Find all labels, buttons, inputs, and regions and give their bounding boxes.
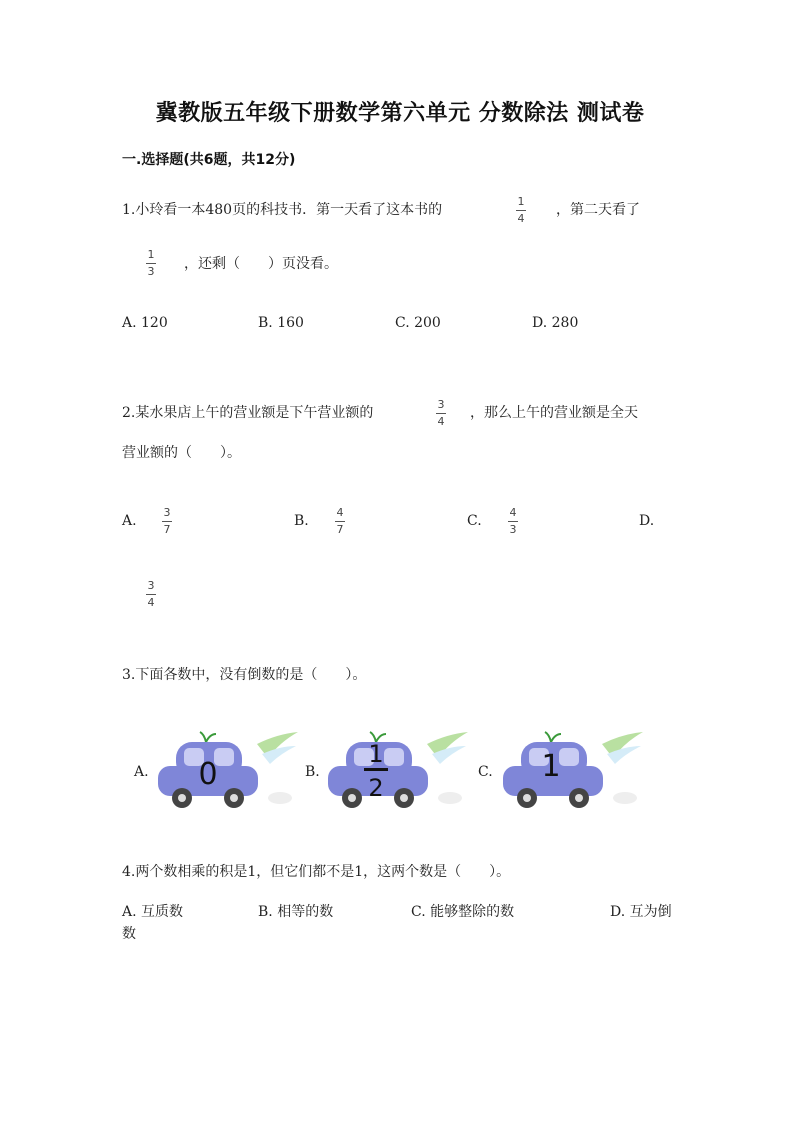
q2-option-c-fraction[interactable]: [508, 507, 518, 536]
q2-option-a-fraction[interactable]: [162, 507, 172, 536]
q2-c-den: 3: [509, 523, 517, 536]
q2-option-d-fraction[interactable]: [146, 580, 156, 609]
q1-option-a[interactable]: A. 120: [122, 315, 168, 331]
q2-d-num: 3: [147, 579, 155, 592]
q1-line1a: 1.小玲看一本480页的科技书．第一天看了这本书的: [122, 202, 443, 218]
car-option-c-icon[interactable]: [497, 728, 647, 814]
q3-option-a-label[interactable]: A.: [134, 764, 149, 780]
q2-c-num: 4: [509, 506, 517, 519]
q2-line1b: ，那么上午的营业额是全天: [470, 405, 638, 421]
q1-frac1-den: 4: [517, 212, 525, 225]
car-a-number: 0: [198, 757, 218, 792]
q3-text: 3.下面各数中，没有倒数的是（ ）。: [122, 667, 367, 683]
q2-b-num: 4: [336, 506, 344, 519]
q4-option-d-wrap: 数: [122, 926, 136, 942]
section-heading: 一.选择题(共6题，共12分): [122, 152, 296, 168]
q2-option-a-label[interactable]: A.: [122, 513, 137, 529]
page-title: 冀教版五年级下册数学第六单元 分数除法 测试卷: [155, 101, 645, 126]
q1-option-b[interactable]: B. 160: [258, 315, 304, 331]
q2-fraction: [436, 399, 446, 428]
q2-line1a: 2.某水果店上午的营业额是下午营业额的: [122, 405, 374, 421]
q1-frac2-den: 3: [147, 265, 155, 278]
q2-option-c-label[interactable]: C.: [467, 513, 482, 529]
q1-fraction-2: [146, 249, 156, 278]
q1-option-d[interactable]: D. 280: [532, 315, 579, 331]
car-option-b-icon[interactable]: [322, 728, 472, 814]
q4-option-a[interactable]: A. 互质数: [122, 904, 184, 920]
q2-a-num: 3: [163, 506, 171, 519]
car-b-numerator: 1: [368, 740, 384, 768]
q1-frac1-num: 1: [517, 195, 525, 208]
q2-d-den: 4: [147, 596, 155, 609]
q2-option-b-label[interactable]: B.: [294, 513, 309, 529]
q2-a-den: 7: [163, 523, 171, 536]
q2-b-den: 7: [336, 523, 344, 536]
q2-frac-den: 4: [437, 415, 445, 428]
q2-frac-num: 3: [437, 398, 445, 411]
q1-line1b: ，第二天看了: [556, 202, 640, 218]
q1-option-c[interactable]: C. 200: [395, 315, 441, 331]
q1-frac2-num: 1: [147, 248, 155, 261]
q1-line2: ，还剩（ ）页没看。: [184, 256, 338, 272]
car-b-denominator: 2: [368, 774, 384, 802]
q4-option-c[interactable]: C. 能够整除的数: [411, 904, 515, 920]
q4-option-d[interactable]: D. 互为倒: [610, 904, 672, 920]
q4-option-b[interactable]: B. 相等的数: [258, 904, 334, 920]
car-c-number: 1: [541, 749, 561, 784]
q2-option-b-fraction[interactable]: [335, 507, 345, 536]
q3-option-b-label[interactable]: B.: [305, 764, 320, 780]
q4-text: 4.两个数相乘的积是1，但它们都不是1，这两个数是（ ）。: [122, 864, 511, 880]
q1-fraction-1: [516, 196, 526, 225]
q2-option-d-label[interactable]: D.: [639, 513, 655, 529]
q3-option-c-label[interactable]: C.: [478, 764, 493, 780]
car-option-a-icon[interactable]: [152, 728, 302, 814]
q2-line2: 营业额的（ ）。: [122, 445, 241, 461]
